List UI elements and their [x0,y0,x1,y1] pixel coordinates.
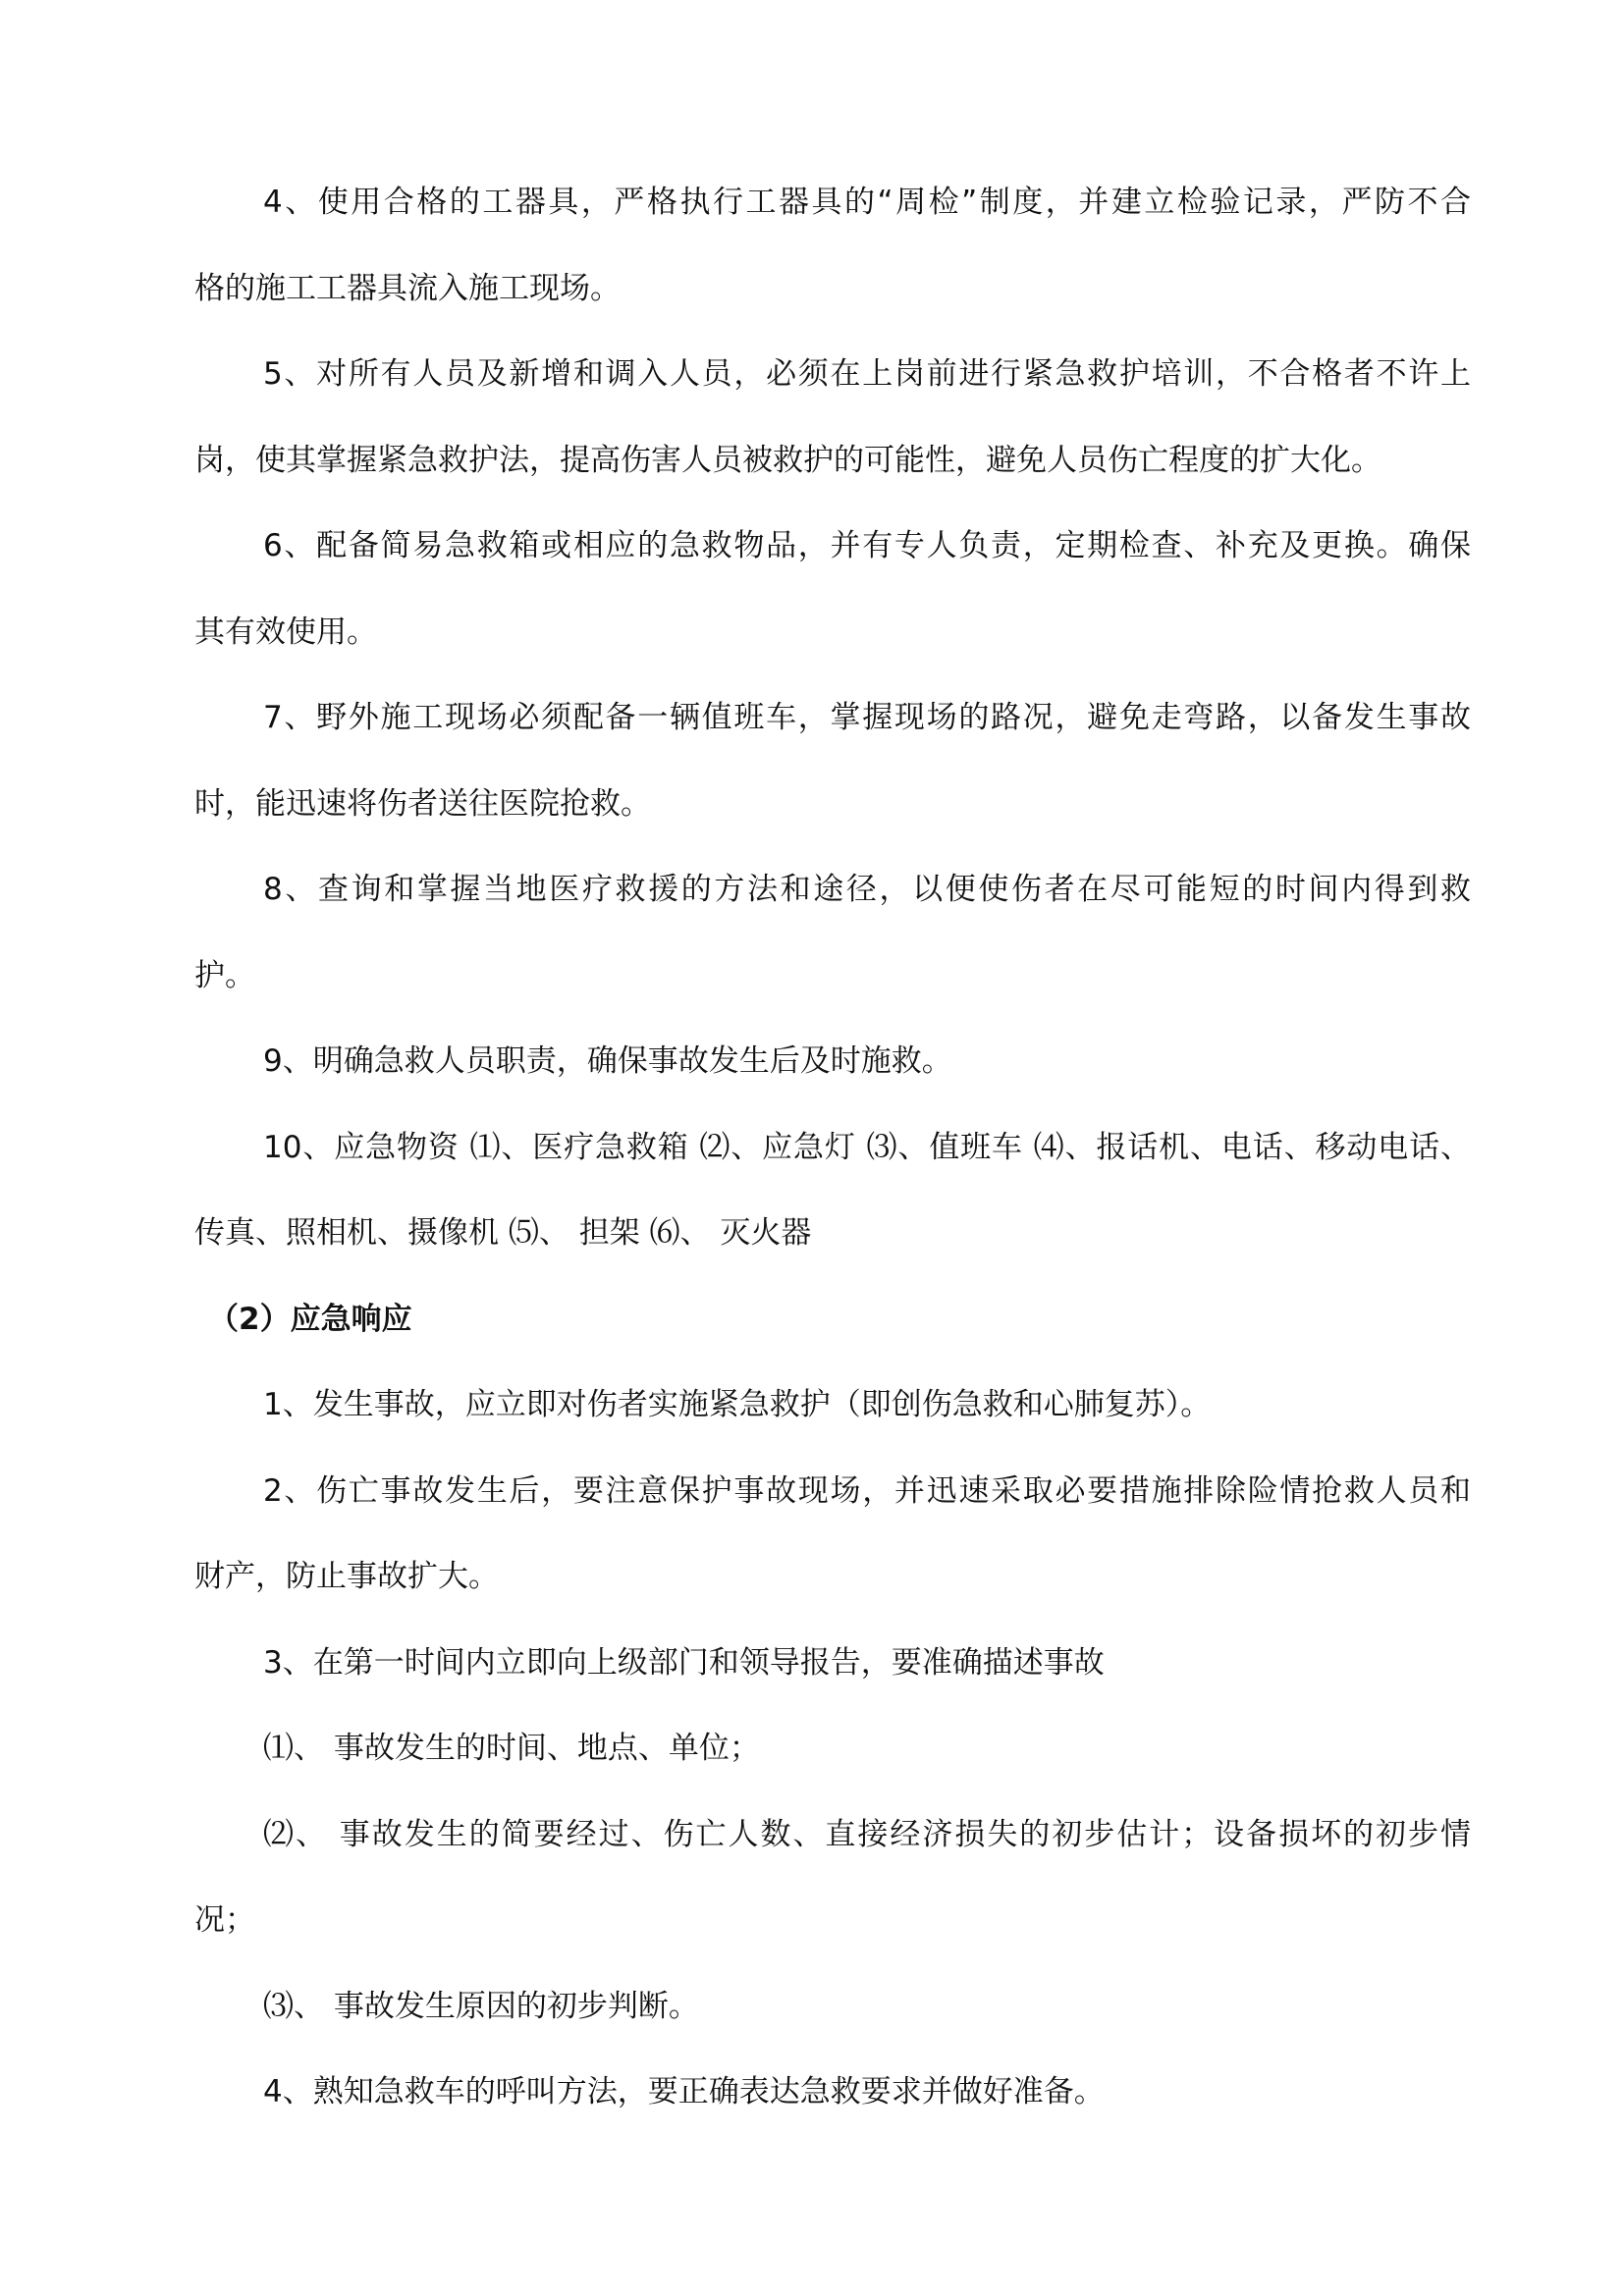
paragraph [194,1019,1471,1105]
paragraph [194,332,1471,504]
paragraph [194,1362,1471,1449]
text-line: 其有效使用。 [194,614,377,650]
text-line: 财产，防止事故扩大。 [194,1559,499,1594]
text-line: 3、在第一时间内立即向上级部门和领导报告，要准确描述事故 [263,1644,1105,1681]
paragraph [194,160,1471,332]
text-line: 9、明确急救人员职责，确保事故发生后及时施救。 [263,1043,952,1079]
text-line: 护。 [194,957,255,993]
text-line: 格的施工工器具流入施工现场。 [194,270,621,306]
paragraph [194,504,1471,675]
paragraph [194,1792,1471,1964]
text-line: 8、查询和掌握当地医疗救援的方法和途径，以便使伤者在尽可能短的时间内得到救 [263,872,1471,907]
text-line: ⑵、 事故发生的简要经过、伤亡人数、直接经济损失的初步估计；设备损坏的初步情 [263,1816,1471,1852]
text-line: 4、熟知急救车的呼叫方法，要正确表达急救要求并做好准备。 [263,2074,1105,2109]
paragraph [194,1105,1471,1277]
text-line: 1、发生事故，应立即对伤者实施紧急救护（即创伤急救和心肺复苏）。 [263,1387,1212,1422]
text-line: 时，能迅速将伤者送往医院抢救。 [194,785,651,822]
paragraph [194,675,1471,847]
paragraph [194,1964,1471,2051]
text-line: 2、伤亡事故发生后，要注意保护事故现场，并迅速采取必要措施排除险情抢救人员和 [263,1472,1471,1509]
paragraph [194,1621,1471,1707]
text-line: 6、配备简易急救箱或相应的急救物品，并有专人负责，定期检查、补充及更换。确保 [263,528,1471,563]
text-line: 况； [194,1902,255,1938]
document-body [194,160,1471,2136]
text-line: 传真、照相机、摄像机 ⑸、 担架 ⑹、 灭火器 [194,1215,812,1251]
section-heading [194,1277,1471,1363]
text-line: 4、使用合格的工器具，严格执行工器具的“周检”制度，并建立检验记录，严防不合 [263,185,1471,220]
text-line: 7、野外施工现场必须配备一辆值班车，掌握现场的路况，避免走弯路，以备发生事故 [263,700,1471,735]
text-line: 5、对所有人员及新增和调入人员，必须在上岗前进行紧急救护培训，不合格者不许上 [263,356,1471,392]
paragraph [194,847,1471,1019]
text-line: 10、应急物资 ⑴、医疗急救箱 ⑵、应急灯 ⑶、值班车 ⑷、报话机、电话、移动电话、 [263,1129,1471,1165]
text-line: 岗，使其掌握紧急救护法，提高伤害人员被救护的可能性，避免人员伤亡程度的扩大化。 [194,442,1381,478]
text-line: （2）应急响应 [208,1301,412,1337]
paragraph [194,1706,1471,1792]
text-line: ⑶、 事故发生原因的初步判断。 [263,1988,699,2024]
paragraph [194,1449,1471,1621]
paragraph [194,2050,1471,2136]
text-line: ⑴、 事故发生的时间、地点、单位； [263,1731,760,1766]
